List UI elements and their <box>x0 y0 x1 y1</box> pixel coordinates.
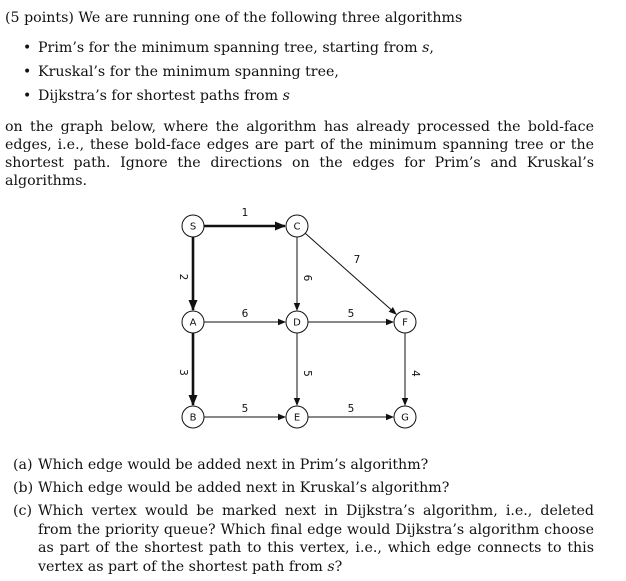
edge-weight-s-a: 2 <box>177 273 189 281</box>
question-label: (b) <box>13 480 34 496</box>
node-label: A <box>189 317 197 329</box>
edge-c-f <box>305 233 396 314</box>
edge-weight-c-d: 6 <box>301 274 313 282</box>
graph-description: on the graph below, where the algorithm has already processed the bold-face edges, i.e., these bold-face edges are part of the minimum spanning tree or the shortest path. Ignore the directions on the edges for Prim’s and Kruskal’s algorithms. <box>5 119 594 189</box>
node-label: C <box>293 221 301 233</box>
node-f <box>394 311 416 333</box>
edge-weight-d-e: 5 <box>301 370 313 377</box>
question-text: Which vertex would be marked next in Dijkstra’s algorithm, i.e., deleted from the priority queue? Which final edge would Dijkstra’s algorithm choose as part of the shortest path to this vertex, i.e., which edge connects to this vertex as part of the shortest path from s? <box>38 503 594 575</box>
node-label: B <box>189 412 197 424</box>
node-label: S <box>189 221 197 233</box>
node-label: F <box>402 317 408 329</box>
node-s <box>182 215 204 237</box>
bullet-icon: • <box>23 64 32 80</box>
points-label: (5 points) <box>5 10 74 26</box>
edge-weight-a-b: 3 <box>177 369 189 376</box>
question-label: (a) <box>13 457 33 473</box>
edge-weight-s-c: 1 <box>241 207 249 219</box>
edge-weight-b-e: 5 <box>241 403 249 415</box>
edge-weight-f-g: 4 <box>409 370 421 377</box>
list-item: Dijkstra’s for shortest paths from s <box>38 88 290 104</box>
edge-weight-c-f: 7 <box>353 254 361 266</box>
node-e <box>286 406 308 428</box>
list-item: Prim’s for the minimum spanning tree, starting from s, <box>38 40 434 56</box>
intro-text: We are running one of the following three algorithms <box>78 10 463 26</box>
edge-weight-d-f: 5 <box>347 308 355 320</box>
node-c <box>286 215 308 237</box>
edge-weight-a-d: 6 <box>241 308 249 320</box>
question-text: Which edge would be added next in Prim’s algorithm? <box>38 457 429 473</box>
bullet-icon: • <box>23 88 32 104</box>
question-label: (c) <box>13 503 33 519</box>
edge-weight-e-g: 5 <box>347 403 355 415</box>
node-b <box>182 406 204 428</box>
list-item: Kruskal’s for the minimum spanning tree, <box>38 64 339 80</box>
bullet-icon: • <box>23 40 32 56</box>
node-label: G <box>401 412 409 424</box>
node-label: E <box>293 412 301 424</box>
question-text: Which edge would be added next in Kruskal’s algorithm? <box>38 480 450 496</box>
node-label: D <box>293 317 301 329</box>
node-g <box>394 406 416 428</box>
node-d <box>286 311 308 333</box>
node-a <box>182 311 204 333</box>
